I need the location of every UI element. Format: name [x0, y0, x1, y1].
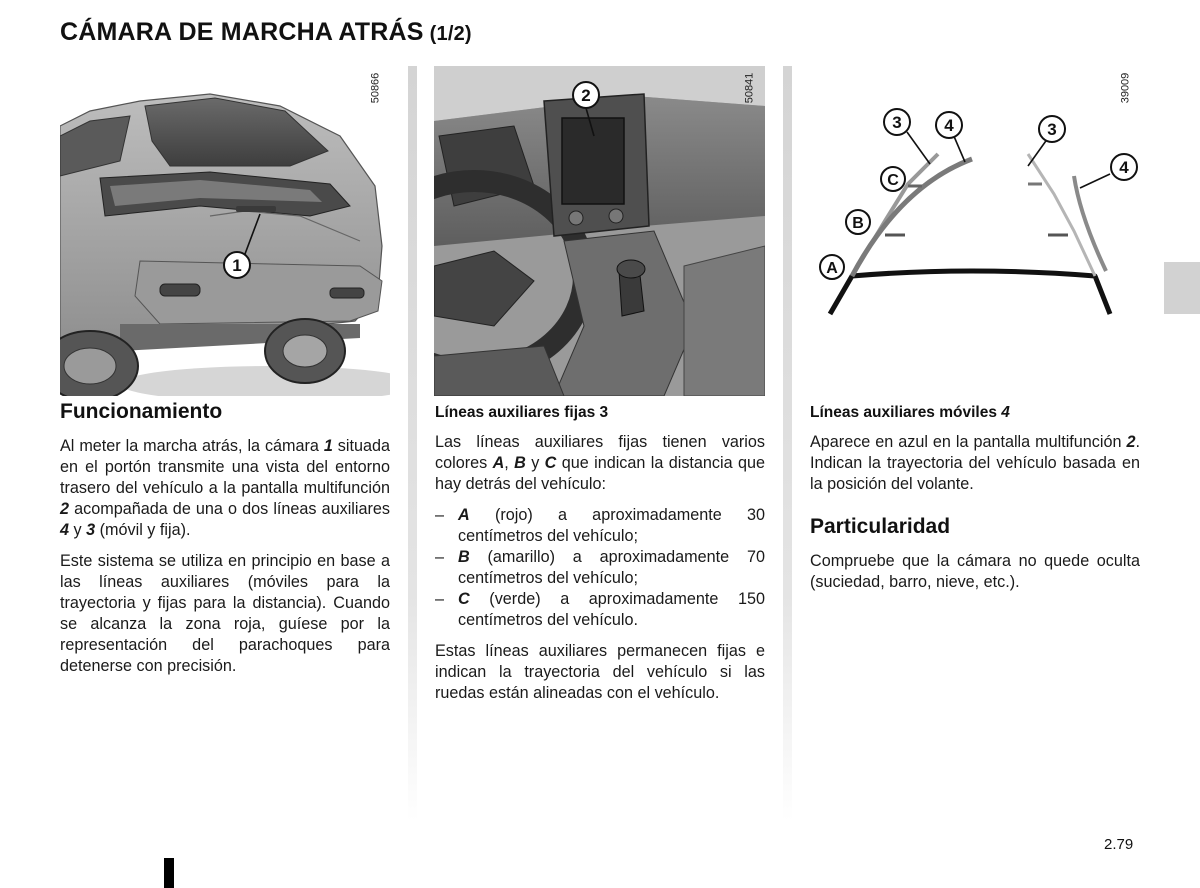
- callout-2: 2: [581, 86, 591, 105]
- heading-funcionamiento: Funcionamiento: [60, 400, 223, 423]
- column-funcionamiento: [60, 400, 390, 687]
- heading-moving-lines: Líneas auxiliares móviles 4: [810, 404, 1010, 421]
- page-title: [60, 18, 472, 47]
- figure-code: 50841: [743, 72, 756, 104]
- list-item: – B (amarillo) a aproximadamente 70 centímetros del vehículo;: [435, 547, 765, 589]
- callout-c: C: [887, 172, 899, 189]
- heading-particularidad: Particularidad: [810, 515, 951, 538]
- callout-4-right: 4: [1119, 158, 1129, 177]
- margin-mark: [164, 858, 174, 888]
- distance-list: [435, 505, 765, 631]
- callout-b: B: [852, 215, 864, 232]
- callout-a: A: [826, 260, 838, 277]
- section-tab: [1164, 262, 1200, 314]
- dashboard-illustration: [434, 66, 765, 396]
- guide-lines-diagram: [810, 66, 1140, 396]
- list-item: – C (verde) a aproximadamente 150 centímetros del vehículo.: [435, 589, 765, 631]
- paragraph-fixed-intro: Las líneas auxiliares fijas tienen varios colores A, B y C que indican la distancia que hay detrás del vehículo:: [435, 433, 766, 493]
- title-main: CÁMARA DE MARCHA ATRÁS: [60, 18, 424, 46]
- callout-3-right: 3: [1047, 120, 1057, 139]
- column-divider-left: [408, 66, 417, 821]
- paragraph-particularidad: Compruebe que la cámara no quede oculta (suciedad, barro, nieve, etc.).: [810, 552, 1140, 591]
- paragraph-system: Este sistema se utiliza en principio en base a las líneas auxiliares (móviles para la trayectoria y fijas para la distancia). Cuando se alcanza la zona roja, guíese por la representación del parachoques para detenerse con precisión.: [60, 552, 390, 675]
- callout-4-left: 4: [944, 116, 954, 135]
- callout-1: 1: [232, 256, 242, 275]
- list-item: – A (rojo) a aproximadamente 30 centímetros del vehículo;: [435, 505, 765, 547]
- paragraph-fixed-end: Estas líneas auxiliares permanecen fijas e indican la trayectoria del vehículo si las ruedas están alineadas con el vehículo.: [435, 642, 765, 702]
- page-number: 2.79: [1104, 836, 1134, 853]
- figure-code: 39009: [1119, 72, 1132, 104]
- column-divider-right: [783, 66, 792, 821]
- figure-guide-lines: [810, 66, 1140, 396]
- paragraph-moving: Aparece en azul en la pantalla multifunción 2. Indican la trayectoria del vehículo basada en la posición del volante.: [810, 433, 1140, 493]
- car-rear-illustration: [60, 66, 390, 396]
- figure-dashboard: [434, 66, 765, 396]
- heading-fixed-lines: Líneas auxiliares fijas 3: [435, 404, 609, 421]
- callout-3-left: 3: [892, 113, 902, 132]
- title-suffix: (1/2): [429, 23, 472, 45]
- figure-car-rear: [60, 66, 390, 396]
- column-fixed-lines: [435, 400, 765, 714]
- column-moving-lines: [810, 400, 1140, 603]
- paragraph-operation: Al meter la marcha atrás, la cámara 1 situada en el portón transmite una vista del entorno trasero del vehículo a la pantalla multifunción 2 acompañada de una o dos líneas auxiliares 4 y 3 (móvil y fija).: [60, 437, 390, 539]
- figure-code: 50866: [369, 72, 382, 104]
